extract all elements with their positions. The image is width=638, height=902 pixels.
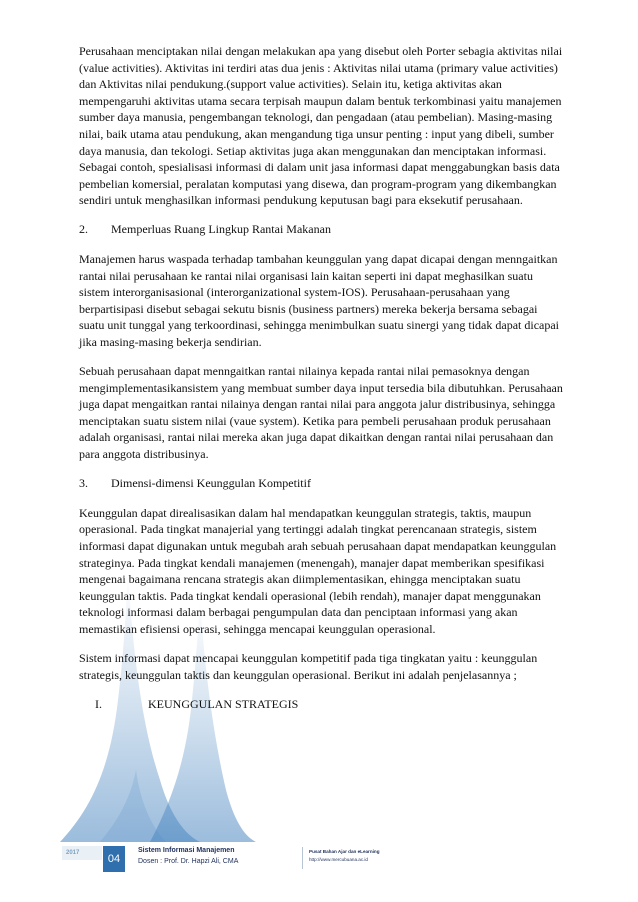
subsection-title: KEUNGGULAN STRATEGIS (148, 696, 299, 711)
document-body (79, 43, 563, 712)
paragraph-three-levels: Sistem informasi dapat mencapai keunggulan kompetitif pada tiga tingkatan yaitu : keunggulan strategis, keunggulan taktis dan keunggulan operasional. Berikut ini adalah penjelasannya ; (79, 651, 538, 682)
page-footer (0, 838, 638, 878)
footer-center-url: http://www.mercubuana.ac.id (309, 857, 368, 862)
paragraph-value-activities: Perusahaan menciptakan nilai dengan melakukan apa yang disebut oleh Porter sebagia aktivitas nilai (value activities). Aktivitas ini terdiri atas dua jenis : Aktivitas nilai utama (primary value activities) dan Aktivitas nilai pendukung.(support value activities). Selain itu, ketiga aktivitas akan mempengaruhi aktivitas utama secara terpisah maupun dalam bentuk terkombinasi yaitu manajemen sumber daya manusia, pengembangan teknologi, dan pengadaan (atau pembelian). Masing-masing nilai, baik utama atau pendukung, akan mengandung tiga unsur penting : input yang dibeli, sumber daya manusia, dan tekologi. Setiap aktivitas juga akan menggunakan dan menciptakan informasi. Sebagai contoh, spesialisasi informasi di dalam unit jasa informasi dapat menggabungkan basis data pembelian komersial, peralatan komputasi yang disewa, dan program-program yang dikembangkan sendiri untuk menghasilkan informasi pendukung keputusan bagi para eksekutif perusahaan. (79, 44, 563, 208)
paragraph-value-system: Sebuah perusahaan dapat menngaitkan rantai nilainya kepada rantai nilai pemasoknya dengan mengimplementasikansistem yang membuat sumber daya input tersedia bila dibutuhkan. Perusahaan juga dapat mengaitkan rantai nilainya dengan rantai nilai para anggota jalur distribusinya, sehingga menciptakan suatu sistem nilai (vaue system). Ketika para pembeli perusahaan produk perusahaan adalah organisasi, rantai nilai mereka akan juga dapat dikaitkan dengan rantai nilai perusahaan dan para anggota distribusinya. (79, 364, 563, 462)
section-heading-2 (79, 221, 563, 238)
section-title: Memperluas Ruang Lingkup Rantai Makanan (111, 222, 331, 237)
paragraph-competitive-dimensions: Keunggulan dapat direalisasikan dalam hal mendapatkan keunggulan strategis, taktis, maupun operasional. Pada tingkat manajerial yang tertinggi adalah tingkat perencanaan strategis, sistem informasi dapat digunakan untuk megubah arah sebuah perusahaan dapat mendapatkan keunggulan strateginya. Pada tingkat kendali manajemen (menengah), manajer dapat memberikan spesifikasi mengenai bagaimana rencana strategis akan diimplementasikan, ehingga menciptakan suatu keunggulan taktis. Pada tingkat kendali operasional (lebih rendah), manajer dapat menggunakan teknologi informasi dalam berbagai pengumpulan data dan penciptaan informasi yang akan memastikan efisiensi operasi, sehingga mencapai keunggulan operasional. (79, 505, 557, 636)
footer-year: 2017 (62, 846, 102, 860)
roman-number: I. (95, 696, 102, 711)
paragraph-interorganizational-system: Manajemen harus waspada terhadap tambahan keunggulan yang dapat dicapai dengan menngaitkan rantai nilai perusahaan ke rantai nilai organisasi lain kaitan seperti ini dapat meghasilkan suatu sistem interorganisasional (interorganizational system-IOS). Perusahaan-perusahaan yang berpartisipasi disebut sebagai sekutu bisnis (business partners) mereka bekerja bersama sebagai suatu unit tunggal yang terkoordinasi, sehingga menimbulkan suatu sinergi yang tidak dapat dicapai jika masing-masing bekerja sendirian. (79, 252, 560, 349)
footer-course-title: Sistem Informasi Manajemen (138, 847, 235, 854)
footer-page-number: 04 (103, 846, 125, 872)
footer-lecturer: Dosen : Prof. Dr. Hapzi Ali, CMA (138, 858, 239, 865)
section-number: 2. (79, 222, 88, 237)
section-heading-3 (79, 475, 563, 492)
section-number: 3. (79, 476, 88, 491)
section-title: Dimensi-dimensi Keunggulan Kompetitif (111, 476, 311, 491)
footer-center-name: Pusat Bahan Ajar dan eLearning (309, 849, 380, 854)
footer-divider (302, 847, 303, 869)
subsection-heading-i (79, 696, 563, 713)
